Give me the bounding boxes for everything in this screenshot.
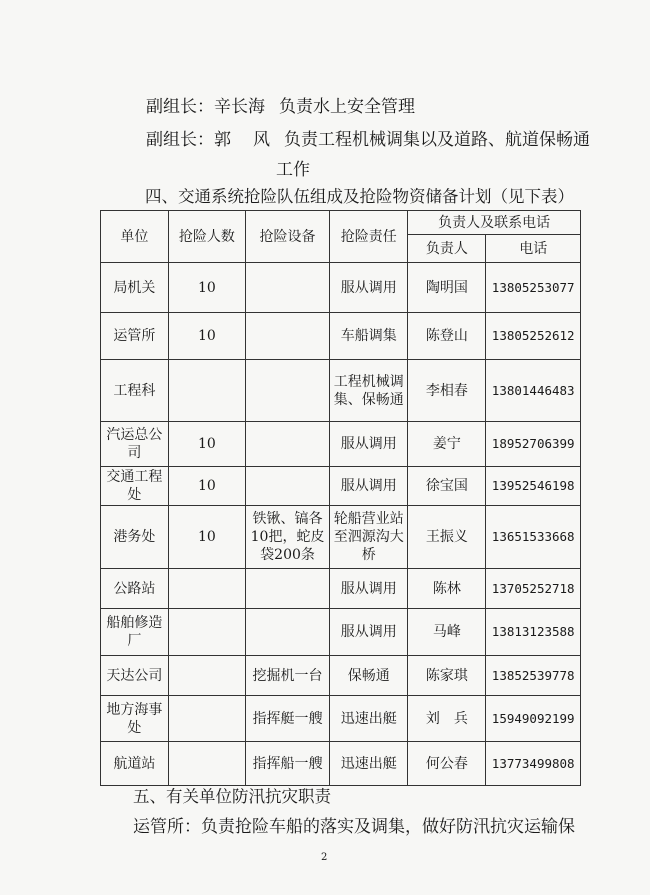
cell-person: 王振义 [408,506,486,569]
header-num: 抢险人数 [168,211,245,263]
section-4-title: 四、交通系统抢险队伍组成及抢险物资储备计划（见下表） [145,187,574,206]
cell-person: 陈家琪 [408,656,486,696]
cell-phone: 13952546198 [486,467,581,506]
cell-duty: 轮船营业站至泗源沟大桥 [330,506,408,569]
cell-unit: 交通工程处 [101,467,169,506]
cell-equip [245,263,329,313]
vice-leader-1-duty: 负责水上安全管理 [279,97,415,117]
cell-unit: 公路站 [101,569,169,609]
table-row [101,696,581,742]
vice-leader-2-name-part2: 风 [253,130,270,150]
cell-duty: 迅速出艇 [330,696,408,742]
header-phone: 电话 [486,235,581,263]
cell-phone: 13805253077 [486,263,581,313]
cell-unit: 航道站 [101,742,169,786]
duty-line-transport-office: 运管所：负责抢险车船的落实及调集，做好防汛抗灾运输保 [133,817,575,837]
cell-num [168,569,245,609]
cell-duty: 车船调集 [330,313,408,360]
cell-person: 陈登山 [408,313,486,360]
vice-leader-line-2 [146,125,590,150]
cell-duty: 工程机械调集、保畅通 [330,360,408,422]
cell-num [168,656,245,696]
rescue-plan-table [100,210,581,786]
cell-person: 刘 兵 [408,696,486,742]
cell-equip: 指挥艇一艘 [245,696,329,742]
table-row [101,569,581,609]
table-row [101,422,581,467]
cell-phone: 18952706399 [486,422,581,467]
section-5-title: 五、有关单位防汛抗灾职责 [133,787,331,806]
cell-duty: 迅速出艇 [330,742,408,786]
table-row [101,313,581,360]
cell-num [168,609,245,656]
cell-unit: 汽运总公司 [101,422,169,467]
cell-duty: 服从调用 [330,467,408,506]
cell-equip [245,313,329,360]
table-row [101,656,581,696]
header-duty: 抢险责任 [330,211,408,263]
header-equip: 抢险设备 [245,211,329,263]
cell-unit: 运管所 [101,313,169,360]
cell-phone: 13773499808 [486,742,581,786]
cell-person: 马峰 [408,609,486,656]
cell-phone: 13852539778 [486,656,581,696]
table-row [101,263,581,313]
cell-num: 10 [168,313,245,360]
cell-unit: 港务处 [101,506,169,569]
cell-phone: 13801446483 [486,360,581,422]
table-row [101,742,581,786]
cell-equip: 铁锹、镐各10把，蛇皮袋200条 [245,506,329,569]
header-person: 负责人 [408,235,486,263]
cell-person: 李相春 [408,360,486,422]
header-unit: 单位 [101,211,169,263]
cell-duty: 服从调用 [330,609,408,656]
cell-equip [245,422,329,467]
cell-unit: 地方海事处 [101,696,169,742]
cell-equip [245,360,329,422]
table-row [101,506,581,569]
table-row [101,360,581,422]
cell-num [168,696,245,742]
cell-num: 10 [168,467,245,506]
cell-unit: 工程科 [101,360,169,422]
cell-num: 10 [168,506,245,569]
cell-num [168,742,245,786]
cell-equip: 指挥船一艘 [245,742,329,786]
cell-duty: 服从调用 [330,422,408,467]
header-contact-group: 负责人及联系电话 [408,211,581,235]
vice-leader-1-name: 副组长：辛长海 [146,97,265,117]
cell-num: 10 [168,263,245,313]
cell-person: 陶明国 [408,263,486,313]
cell-person: 姜宁 [408,422,486,467]
cell-num: 10 [168,422,245,467]
cell-phone: 13651533668 [486,506,581,569]
cell-person: 陈林 [408,569,486,609]
cell-equip: 挖掘机一台 [245,656,329,696]
cell-duty: 服从调用 [330,569,408,609]
cell-person: 徐宝国 [408,467,486,506]
cell-duty: 保畅通 [330,656,408,696]
cell-equip [245,569,329,609]
cell-phone: 13813123588 [486,609,581,656]
vice-leader-line-1 [146,92,415,117]
cell-phone: 13705252718 [486,569,581,609]
cell-phone: 13805252612 [486,313,581,360]
cell-unit: 天达公司 [101,656,169,696]
cell-num [168,360,245,422]
cell-person: 何公春 [408,742,486,786]
cell-equip [245,467,329,506]
cell-unit: 局机关 [101,263,169,313]
table-row [101,609,581,656]
vice-leader-2-name-part1: 副组长：郭 [146,130,231,150]
vice-leader-line-2-cont: 工作 [276,160,310,180]
cell-equip [245,609,329,656]
cell-phone: 15949092199 [486,696,581,742]
page-number: 2 [321,852,328,863]
cell-duty: 服从调用 [330,263,408,313]
vice-leader-2-duty: 负责工程机械调集以及道路、航道保畅通 [284,130,590,150]
cell-unit: 船舶修造厂 [101,609,169,656]
table-row [101,467,581,506]
